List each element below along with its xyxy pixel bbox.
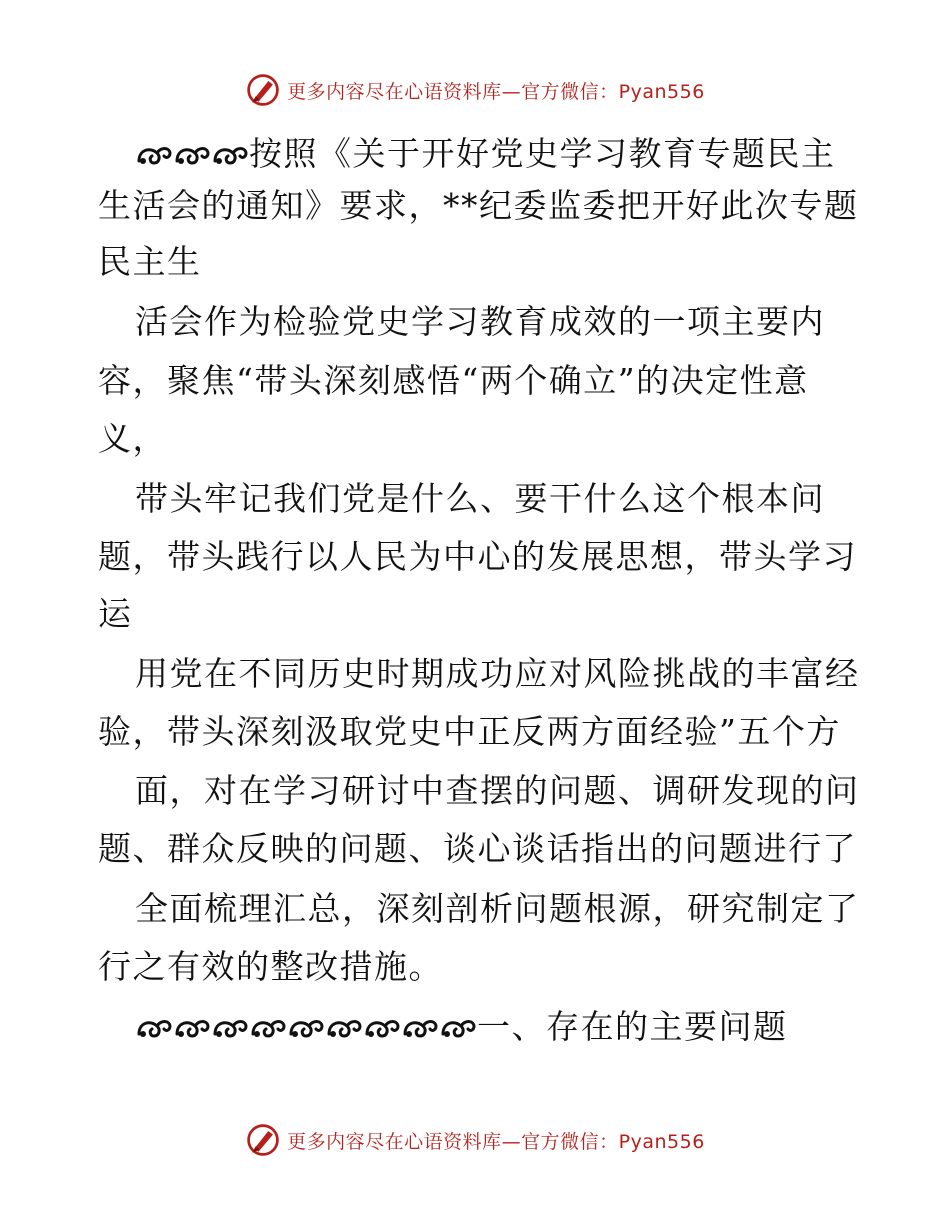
fleuron-icon (325, 1012, 363, 1042)
fleuron-icon (439, 1012, 477, 1042)
paragraph-line: 行之有效的整改措施。 (98, 947, 443, 986)
paragraph-line: 面，对在学习研讨中查摆的问题、调研发现的问 (135, 771, 860, 810)
paragraph-line: 题，带头践行以人民为中心的发展思想，带头学习 (98, 537, 857, 576)
paragraph-line: 容，聚焦“带头深刻感悟“两个确立”的决定性意 (98, 361, 809, 400)
watermark-text: 更多内容尽在心语资料库—官方微信：Pyan556 (287, 1130, 705, 1153)
fleuron-icon (135, 1012, 173, 1042)
paragraph-line (135, 134, 836, 174)
fleuron-icon (363, 1012, 401, 1042)
paragraph-line: 活会作为检验党史学习教育成效的一项主要内 (135, 302, 825, 341)
watermark-text: 更多内容尽在心语资料库—官方微信：Pyan556 (287, 80, 705, 103)
pen-logo-icon (245, 1122, 281, 1158)
paragraph-line: 带头牢记我们党是什么、要干什么这个根本问 (135, 479, 825, 518)
fleuron-icon (249, 1012, 287, 1042)
watermark-footer (0, 1120, 950, 1160)
watermark-header (0, 70, 950, 110)
fleuron-icon (173, 1012, 211, 1042)
paragraph-line: 用党在不同历史时期成功应对风险挑战的丰富经 (135, 654, 860, 693)
paragraph-line: 民主生 (98, 242, 202, 281)
paragraph-line: 全面梳理汇总，深刻剖析问题根源，研究制定了 (135, 889, 860, 928)
fleuron-icon (287, 1012, 325, 1042)
fleuron-icon (173, 139, 211, 169)
paragraph-line: 题、群众反映的问题、谈心谈话指出的问题进行了 (98, 829, 857, 868)
paragraph-line: 生活会的通知》要求，**纪委监委把开好此次专题 (98, 186, 859, 225)
heading-text: 一、存在的主要问题 (477, 1007, 788, 1046)
fleuron-icon (135, 139, 173, 169)
fleuron-icon (211, 1012, 249, 1042)
fleuron-icon (401, 1012, 439, 1042)
line-text: 按照《关于开好党史学习教育专题民主 (249, 134, 836, 173)
pen-logo-icon (245, 72, 281, 108)
paragraph-line: 运 (98, 594, 133, 633)
section-heading (135, 1007, 788, 1047)
fleuron-icon (211, 139, 249, 169)
paragraph-line: 义， (98, 419, 167, 458)
paragraph-line: 验，带头深刻汲取党史中正反两方面经验”五个方 (98, 712, 841, 751)
